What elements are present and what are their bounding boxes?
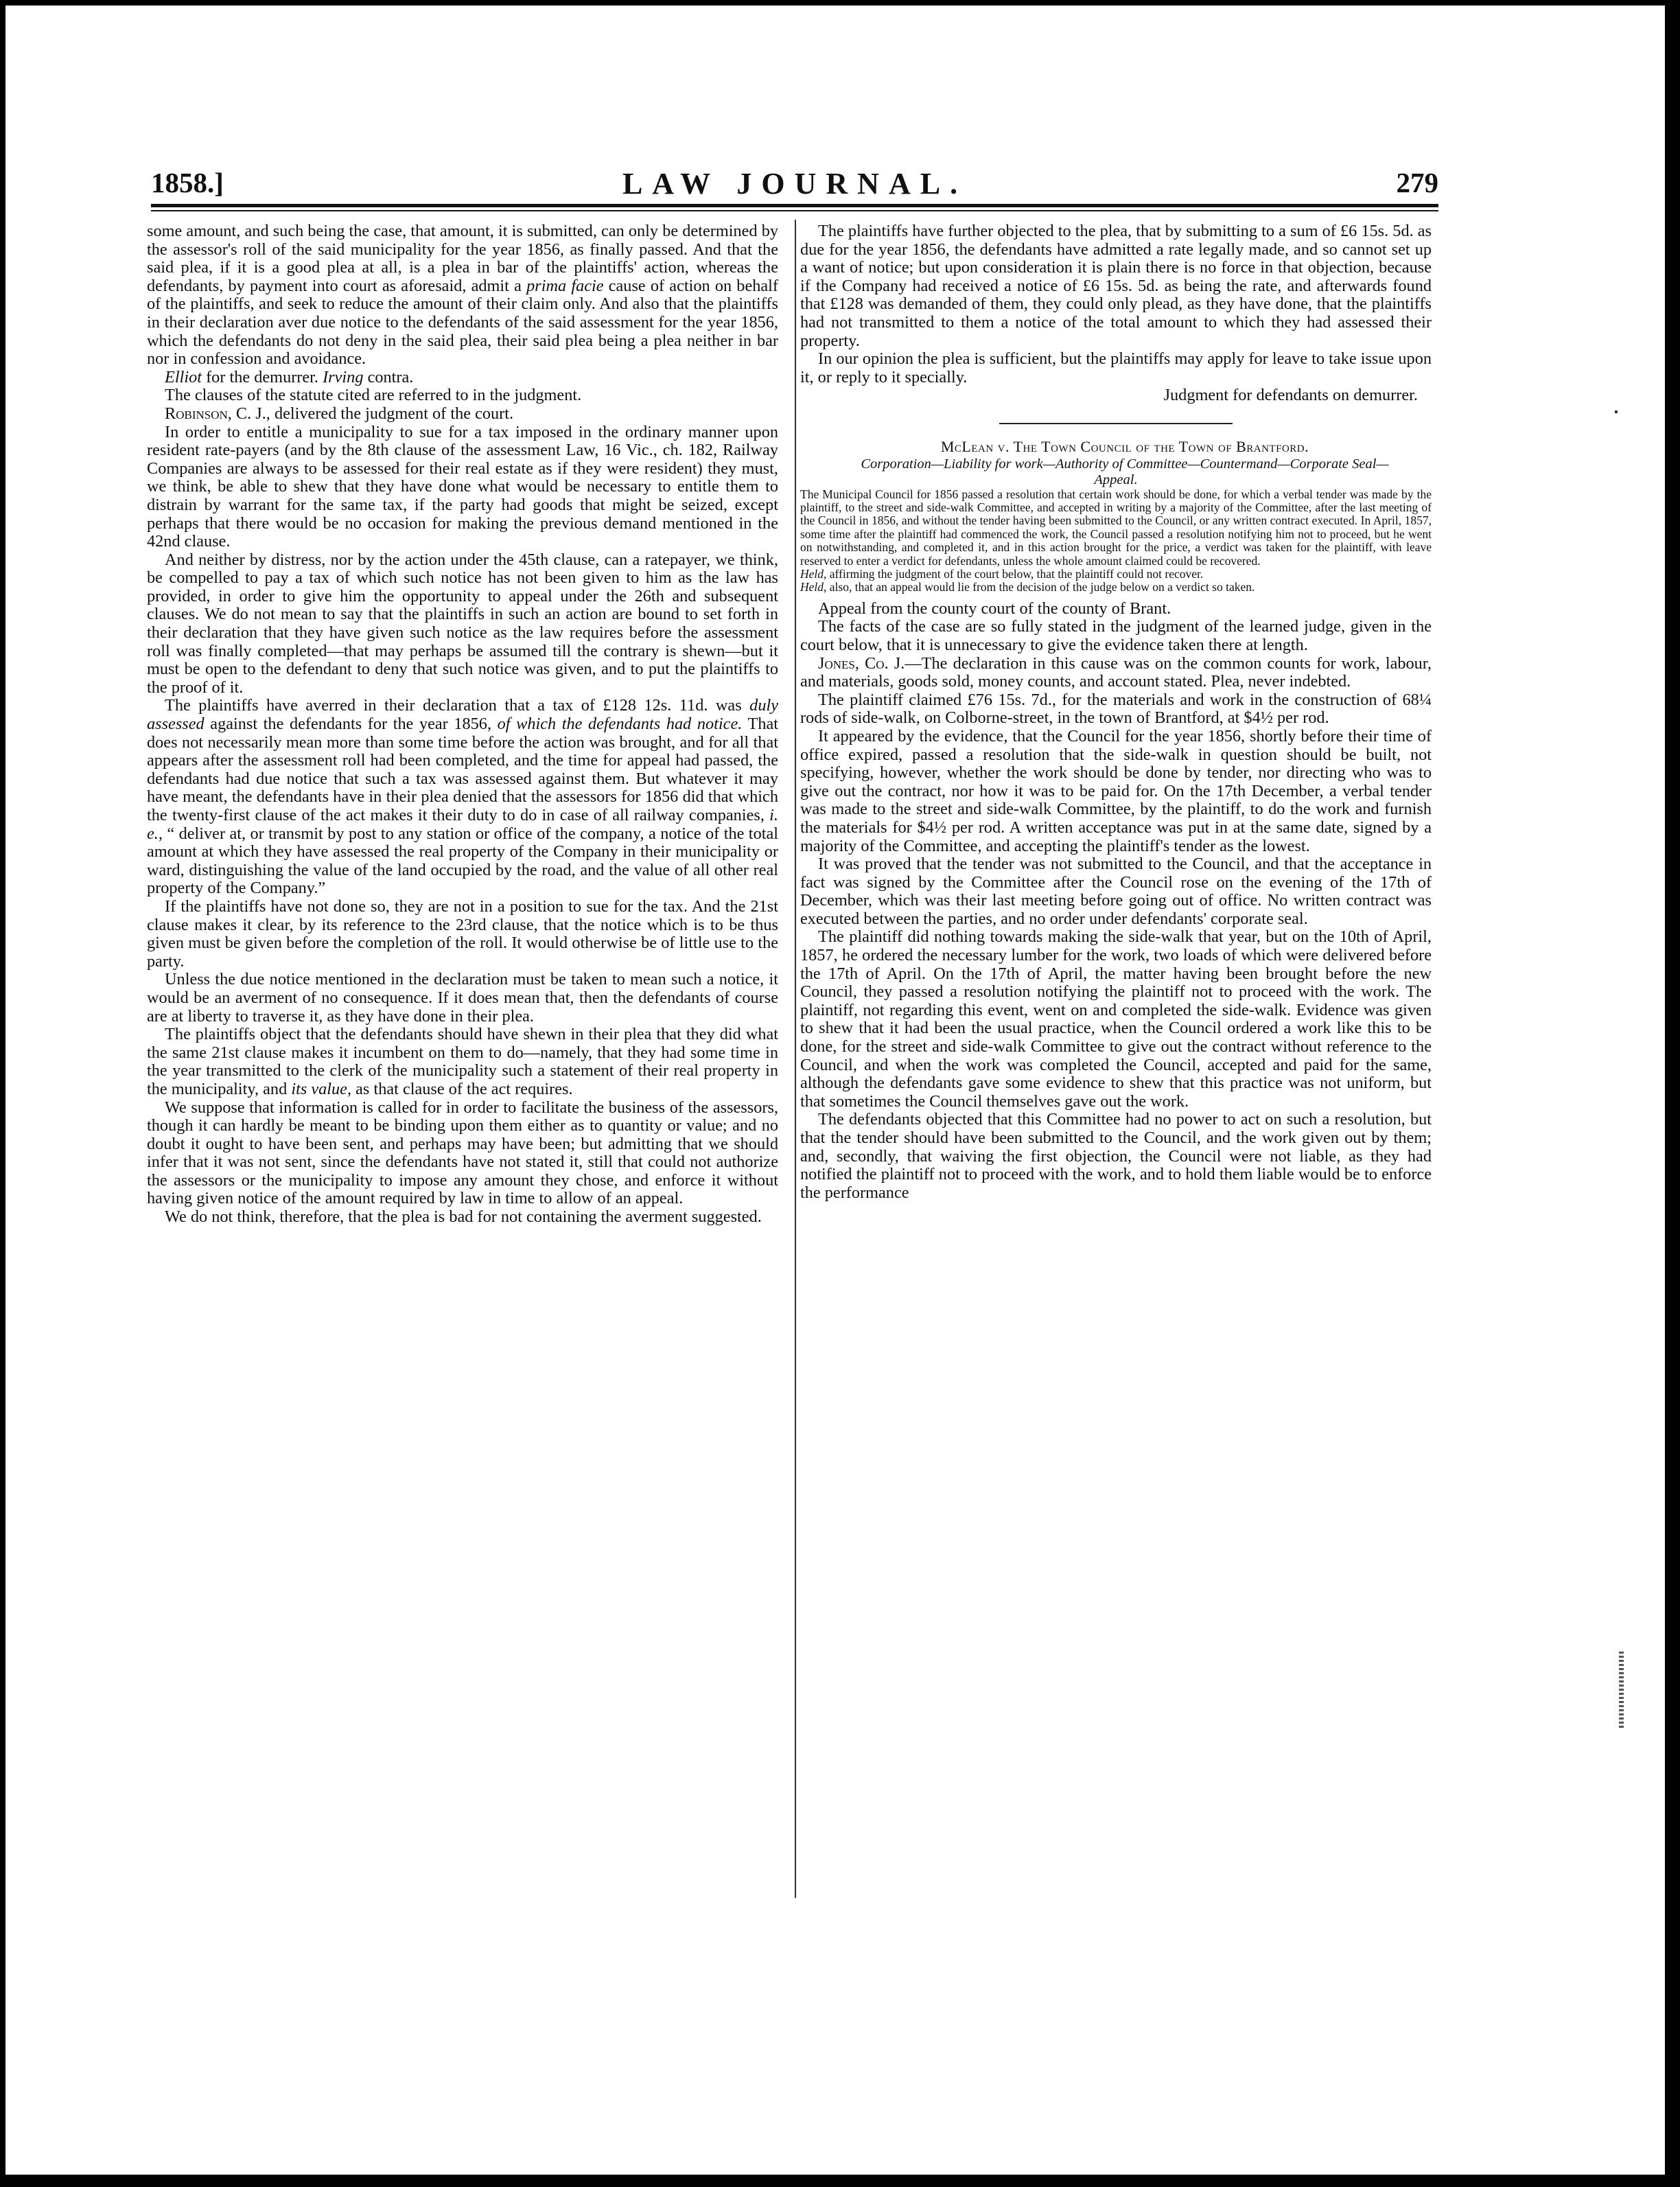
case-title: McLean v. The Town Council of the Town of Brantford. <box>940 437 1309 455</box>
paragraph: Unless the due notice mentioned in the declaration must be taken to mean such a notice, it would be an averment of no consequence. If it does mean that, then the defendants of course are at liberty to traverse it, as they have done in their plea. <box>147 970 778 1026</box>
paragraph: If the plaintiffs have not done so, they are not in a position to sue for the tax. And the 21st clause makes it clear, by its reference to the 23rd clause, that the notice which is to be thus given must be given before the completion of the roll. It would otherwise be of little use to the party. <box>147 896 778 971</box>
judgment-intro: Robinson, C. J., delivered the judgment of the court. <box>165 404 514 423</box>
paragraph: Jones, Co. J.—The declaration in this cause was on the common counts for work, labour, and materials, goods sold, money counts, and account stated. Plea, never indebted. <box>800 653 1432 691</box>
case-separator-rule <box>999 423 1233 424</box>
headnote-held: Held, also, that an appeal would lie from the decision of the judge below on a verdict so taken. <box>800 580 1255 594</box>
judgment-line: Judgment for defendants on demurrer. <box>1163 386 1418 405</box>
paragraph: It appeared by the evidence, that the Council for the year 1856, shortly before their time of office expired, passed a resolution that the side-walk in question should be built, not specifying, however, whether the work should be done by tender, nor directing who was to give out the contract, nor how it was to be paid for. On the 17th December, a verbal tender was made to the street and side-walk Committee, by the plaintiff, to do the work and furnish the materials for $4½ per rod. A written acceptance was put in at the same date, signed by a majority of the Committee, and accepting the plaintiff's tender as the lowest. <box>800 726 1432 855</box>
journal-page <box>5 5 1665 2175</box>
left-column <box>147 222 778 1227</box>
margin-dot <box>1615 410 1618 413</box>
counsel-line: Elliot for the demurrer. Irving contra. <box>165 367 414 386</box>
page-header <box>151 166 1438 200</box>
header-rule-thin <box>151 210 1438 211</box>
header-rule-thick <box>151 204 1438 207</box>
paragraph: And neither by distress, nor by the action under the 45th clause, can a ratepayer, we think, be compelled to pay a tax of which such notice has not been given to him as the law has provided, in order to give him the opportunity to appeal under the 26th and subsequent clauses. We do not mean to say that the plaintiffs in such an action are bound to set forth in their declaration that they have given such notice as the law requires before the assessment roll was finally completed—that may perhaps be assumed till the contrary is shewn—but it must be open to the defendant to deny that such notice was given, and to put the plaintiffs to the proof of it. <box>147 550 778 697</box>
paragraph: some amount, and such being the case, that amount, it is submitted, can only be determined by the assessor's roll of the said municipality for the year 1856, as finally passed. And that the said plea, if it is a good plea at all, is a plea in bar of the plaintiffs' action, whereas the defendants, by payment into court as aforesaid, admit a prima facie cause of action on behalf of the plaintiffs, and seek to reduce the amount of their claim only. And also that the plaintiffs in their declaration aver due notice to the defendants of the said assessment for the year 1856, which the defendants do not deny in the said plea, their said plea being a plea neither in bar nor in confession and avoidance. <box>147 222 779 369</box>
paragraph: The clauses of the statute cited are referred to in the judgment. <box>165 386 582 405</box>
paragraph: The facts of the case are so fully stated in the judgment of the learned judge, given in the court below, that it is unnecessary to give the evidence taken there at length. <box>800 617 1432 654</box>
paragraph: In our opinion the plea is sufficient, but the plaintiffs may apply for leave to take issue upon it, or reply to it specially. <box>800 349 1432 386</box>
case-keywords: Corporation—Liability for work—Authority of Committee—Countermand—Corporate Seal—Appeal. <box>861 456 1389 487</box>
paragraph: The plaintiffs object that the defendants should have shewn in their plea that they did what the same 21st clause makes it incumbent on them to do—namely, that they had some time in the year transmitted to the clerk of the municipality such a statement of their real property in the municipality, and its value, as that clause of the act requires. <box>147 1025 778 1098</box>
paragraph: The plaintiff claimed £76 15s. 7d., for the materials and work in the construction of 68¼ rods of side-walk, on Colborne-street, in the town of Brantford, at $4½ per rod. <box>800 690 1432 728</box>
paragraph: Appeal from the county court of the county of Brant. <box>818 599 1171 618</box>
paragraph: The plaintiffs have further objected to the plea, that by submitting to a sum of £6 15s. 5d. as due for the year 1856, the defendants have admitted a rate legally made, and so cannot set up a want of notice; but upon consideration it is plain there is no force in that objection, because if the Company had received a notice of £6 15s. 5d. as being the rate, and afterwards found that £128 was demanded of them, they could only plead, as they have done, that the plaintiffs had not transmitted to them a notice of the total amount to which they had assessed their property. <box>800 222 1432 350</box>
right-column <box>800 222 1432 1202</box>
column-divider <box>795 220 796 1898</box>
paragraph: The plaintiffs have averred in their declaration that a tax of £128 12s. 11d. was duly assessed against the defendants for the year 1856, of which the defendants had notice. That does not necessarily mean more than some time before the action was brought, and for all that appears after the assessment roll had been completed, and the time for appeal had passed, the defendants had due notice that such a tax was assessed against them. But whatever it may have meant, the defendants have in their plea denied that the assessors for 1856 did that which the twenty-first clause of the act makes it their duty to do in case of all railway companies, i. e., “ deliver at, or transmit by post to any station or office of the company, a notice of the total amount at which they have assessed the real property of the Company in their municipality or ward, distinguishing the value of the land occupied by the road, and the value of all other real property of the Company.” <box>147 696 779 898</box>
header-year: 1858.] <box>151 167 224 198</box>
paragraph: The defendants objected that this Committee had no power to act on such a resolution, but that the tender should have been submitted to the Council, and the work given out by them; and, secondly, that waiving the first objection, the Council were not liable, as they had notified the plaintiff not to proceed with the work, and to hold them liable would be to enforce the performance <box>800 1110 1432 1202</box>
paragraph: It was proved that the tender was not submitted to the Council, and that the acceptance in fact was signed by the Committee after the Council rose on the evening of the 17th of December, which was their last meeting before going out of office. No written contract was executed between the parties, and no order under defendants' corporate seal. <box>800 855 1432 928</box>
margin-mark <box>1615 1650 1627 1759</box>
headnote: The Municipal Council for 1856 passed a resolution that certain work should be done, for which a verbal tender was made by the plaintiff, to the street and side-walk Committee, and accepted in writing by a majority of the Committee, after the last meeting of the Council in 1856, and without the tender having been submitted to the Council, or any written contract executed. In April, 1857, some time after the plaintiff had commenced the work, the Council passed a resolution notifying him not to proceed, but he went on notwithstanding, and completed it, and in this action brought for the price, a verdict was taken for the plaintiff, with leave reserved to enter a verdict for defendants, unless the whole amount claimed could be recovered. <box>800 487 1432 568</box>
headnote-held: Held, affirming the judgment of the court below, that the plaintiff could not recover. <box>800 566 1204 581</box>
paragraph: The plaintiff did nothing towards making the side-walk that year, but on the 10th of April, 1857, he ordered the necessary lumber for the work, two loads of which were delivered before the 17th of April. On the 17th of April, the matter having been brought before the new Council, they passed a resolution notifying the plaintiff not to proceed with the work. The plaintiff, not regarding this event, went on and completed the side-walk. Evidence was given to shew that it had been the usual practice, when the Council ordered a work like this to be done, for the street and side-walk Committee to give out the contract without reference to the Council, and when the work was completed the Council, accepted and paid for the same, although the defendants gave some evidence to shew that this practice was not uniform, but that sometimes the Council themselves gave out the work. <box>800 927 1432 1111</box>
journal-title: LAW JOURNAL. <box>622 167 968 200</box>
paragraph: We do not think, therefore, that the plea is bad for not containing the averment suggested. <box>165 1207 762 1227</box>
paragraph: We suppose that information is called for in order to facilitate the business of the assessors, though it can hardly be meant to be binding upon them either as to quantity or value; and no doubt it ought to have been sent, and perhaps may have been; but admitting that we should infer that it was not sent, since the defendants have not stated it, still that could not authorize the assessors or the municipality to impose any amount they chose, and enforce it without having given notice of the amount required by law in time to allow of an appeal. <box>147 1098 778 1208</box>
paragraph: In order to entitle a municipality to sue for a tax imposed in the ordinary manner upon resident rate-payers (and by the 8th clause of the assessment Law, 16 Vic., ch. 182, Railway Companies are always to be assessed for their real estate as if they were resident) they must, we think, be able to shew that they have done what would be necessary to entitle them to distrain by warrant for the same tax, if the party had goods that might be seized, except perhaps that there would be no occasion for making the previous demand mentioned in the 42nd clause. <box>147 422 778 551</box>
page-number: 279 <box>1396 167 1438 198</box>
